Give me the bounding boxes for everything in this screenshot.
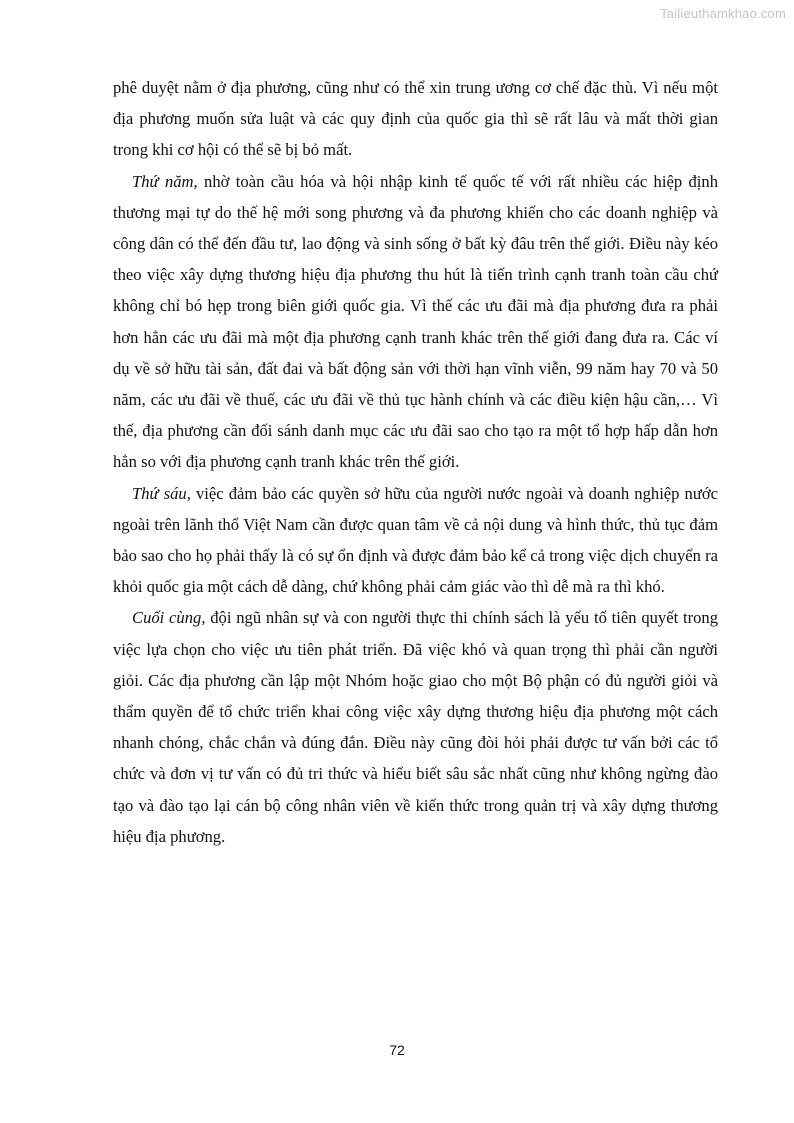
paragraph-thu-sau <box>113 478 718 603</box>
paragraph-continuation <box>113 72 718 166</box>
paragraph-lead: Thứ năm, <box>132 171 198 191</box>
watermark: Tailieuthamkhao.com <box>660 6 786 21</box>
paragraph-text: đội ngũ nhân sự và con người thực thi chính sách là yếu tố tiên quyết trong việc lựa chọn cho việc ưu tiên phát triển. Đã việc khó và quan trọng thì phải cần người giỏi. Các địa phương cần lập một Nhóm hoặc giao cho một Bộ phận có đủ người giỏi và thẩm quyền để tổ chức triển khai công việc xây dựng thương hiệu địa phương một cách nhanh chóng, chắc chắn và đúng đắn. Điều này cũng đòi hỏi phải được tư vấn bởi các tổ chức và đơn vị tư vấn có đủ tri thức và hiểu biết sâu sắc nhất cũng như không ngừng đào tạo và đào tạo lại cán bộ công nhân viên về kiến thức trong quản trị và xây dựng thương hiệu địa phương. <box>113 608 718 846</box>
paragraph-text: việc đảm bảo các quyền sở hữu của người nước ngoài và doanh nghiệp nước ngoài trên lãnh thổ Việt Nam cần được quan tâm về cả nội dung và hình thức, thủ tục đảm bảo sao cho họ phải thấy là có sự ổn định và được đảm bảo kể cả trong việc dịch chuyển ra khỏi quốc gia một cách dễ dàng, chứ không phải cảm giác vào thì dễ mà ra thì khó. <box>113 483 718 597</box>
paragraph-text: nhờ toàn cầu hóa và hội nhập kinh tế quốc tế với rất nhiều các hiệp định thương mại tự do thế hệ mới song phương và đa phương khiến cho các doanh nghiệp và công dân có thể đến đầu tư, lao động và sinh sống ở bất kỳ đâu trên thế giới. Điều này kéo theo việc xây dựng thương hiệu địa phương thu hút là tiến trình cạnh tranh toàn cầu chứ không chỉ bó hẹp trong biên giới quốc gia. Vì thế các ưu đãi mà địa phương đưa ra phải hơn hẳn các ưu đãi mà một địa phương cạnh tranh khác trên thế giới đang đưa ra. Các ví dụ về sở hữu tài sản, đất đai và bất động sản với thời hạn vĩnh viễn, 99 năm hay 70 và 50 năm, các ưu đãi về thuế, các ưu đãi về thủ tục hành chính và các điều kiện hậu cần,… Vì thế, địa phương cần đối sánh danh mục các ưu đãi sao cho tạo ra một tổ hợp hấp dẫn hơn hẳn so với địa phương cạnh tranh khác trên thế giới. <box>113 171 719 472</box>
paragraph-cuoi-cung <box>113 602 718 852</box>
paragraph-thu-nam <box>113 166 718 478</box>
paragraph-lead: Thứ sáu, <box>132 483 191 503</box>
paragraph-lead: Cuối cùng, <box>132 608 206 628</box>
page-number: 72 <box>389 1042 405 1058</box>
paragraph-text: phê duyệt nằm ở địa phương, cũng như có thể xin trung ương cơ chế đặc thù. Vì nếu một địa phương muốn sửa luật và các quy định của quốc gia thì sẽ rất lâu và mất thời gian trong khi cơ hội có thể sẽ bị bỏ mất. <box>113 78 718 160</box>
document-body <box>113 72 718 852</box>
